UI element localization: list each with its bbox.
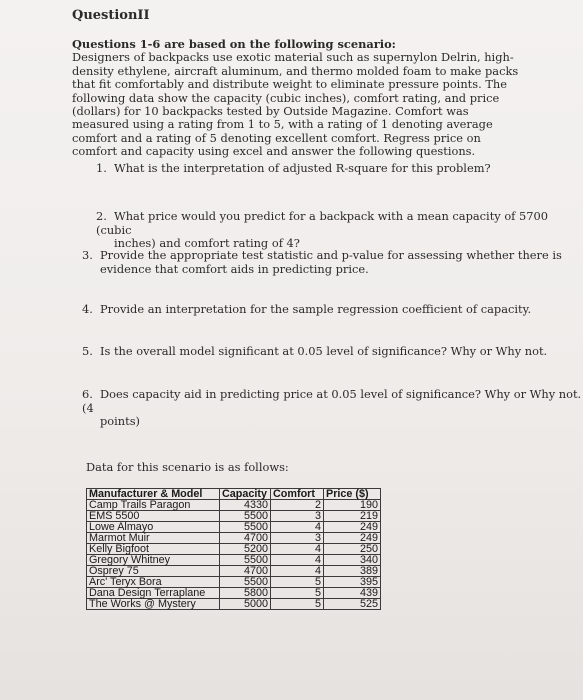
question-2	[96, 210, 583, 251]
cell-comfort: 4	[271, 522, 324, 533]
cell-comfort: 5	[271, 588, 324, 599]
cell-capacity: 5000	[220, 599, 271, 610]
cell-capacity: 5500	[220, 522, 271, 533]
question-6-text: Does capacity aid in predicting price at 0.05 level of significance? Why or Why not. (4	[82, 387, 582, 415]
table-row	[87, 511, 381, 522]
question-6-text-cont: points)	[100, 414, 140, 429]
cell-model: Camp Trails Paragon	[87, 500, 220, 511]
question-2-text: What price would you predict for a backpack with a mean capacity of 5700 (cubic	[96, 209, 549, 237]
cell-price: 395	[324, 577, 381, 588]
question-1	[96, 162, 491, 176]
header-price: Price ($)	[324, 489, 381, 500]
cell-comfort: 3	[271, 533, 324, 544]
question-1-text: What is the interpretation of adjusted R-square for this problem?	[114, 161, 491, 175]
cell-comfort: 4	[271, 566, 324, 577]
cell-capacity: 5500	[220, 555, 271, 566]
question-3	[82, 249, 562, 276]
cell-capacity: 4700	[220, 566, 271, 577]
scenario-body: Designers of backpacks use exotic material such as supernylon Delrin, high-density ethylene, aircraft aluminum, and thermo molded foam to make packs that fit comfortably and distribute weight to eliminate pressure points. The following data show the capacity (cubic inches), comfort rating, and price (dollars) for 10 backpacks tested by Outside Magazine. Comfort was measured using a rating from 1 to 5, with a rating of 1 denoting average comfort and a rating of 5 denoting excellent comfort. Regress price on comfort and capacity using excel and answer the following questions.	[72, 50, 519, 159]
table-row	[87, 522, 381, 533]
table-row	[87, 577, 381, 588]
question-6	[82, 388, 583, 429]
cell-model: Lowe Almayo	[87, 522, 220, 533]
cell-capacity: 5200	[220, 544, 271, 555]
cell-comfort: 5	[271, 599, 324, 610]
cell-price: 340	[324, 555, 381, 566]
cell-price: 250	[324, 544, 381, 555]
table-row	[87, 599, 381, 610]
table-row	[87, 500, 381, 511]
table-row	[87, 588, 381, 599]
cell-model: EMS 5500	[87, 511, 220, 522]
cell-model: Osprey 75	[87, 566, 220, 577]
question-3-text-cont: evidence that comfort aids in predicting price.	[100, 261, 369, 276]
question-4-number: 4.	[82, 302, 93, 316]
cell-price: 219	[324, 511, 381, 522]
cell-price: 389	[324, 566, 381, 577]
question-2-number: 2.	[96, 209, 107, 223]
header-capacity: Capacity	[220, 489, 271, 500]
question-1-number: 1.	[96, 161, 107, 175]
cell-model: Marmot Muir	[87, 533, 220, 544]
cell-comfort: 4	[271, 555, 324, 566]
cell-model: Gregory Whitney	[87, 555, 220, 566]
cell-comfort: 3	[271, 511, 324, 522]
scenario-text	[72, 38, 522, 159]
question-6-number: 6.	[82, 387, 93, 401]
data-label: Data for this scenario is as follows:	[86, 460, 289, 474]
table-row	[87, 555, 381, 566]
cell-capacity: 5800	[220, 588, 271, 599]
backpack-data-table	[86, 488, 381, 610]
cell-model: The Works @ Mystery	[87, 599, 220, 610]
question-2-text-cont: inches) and comfort rating of 4?	[114, 236, 300, 251]
cell-comfort: 4	[271, 544, 324, 555]
table-row	[87, 544, 381, 555]
scenario-lead: Questions 1-6 are based on the following scenario:	[72, 37, 396, 51]
table-row	[87, 533, 381, 544]
cell-model: Arc' Teryx Bora	[87, 577, 220, 588]
question-3-number: 3.	[82, 248, 93, 262]
cell-price: 190	[324, 500, 381, 511]
cell-price: 249	[324, 522, 381, 533]
table-header-row	[87, 489, 381, 500]
cell-capacity: 4330	[220, 500, 271, 511]
cell-comfort: 5	[271, 577, 324, 588]
cell-price: 249	[324, 533, 381, 544]
question-5-text: Is the overall model significant at 0.05 level of significance? Why or Why not.	[100, 344, 548, 358]
header-comfort: Comfort	[271, 489, 324, 500]
question-3-text: Provide the appropriate test statistic and p-value for assessing whether there is	[100, 248, 562, 262]
cell-model: Dana Design Terraplane	[87, 588, 220, 599]
question-4-text: Provide an interpretation for the sample regression coefficient of capacity.	[100, 302, 532, 316]
cell-model: Kelly Bigfoot	[87, 544, 220, 555]
cell-price: 525	[324, 599, 381, 610]
question-heading: QuestionII	[72, 8, 150, 23]
cell-capacity: 4700	[220, 533, 271, 544]
question-5	[82, 345, 547, 359]
question-5-number: 5.	[82, 344, 93, 358]
cell-price: 439	[324, 588, 381, 599]
cell-comfort: 2	[271, 500, 324, 511]
table-row	[87, 566, 381, 577]
header-manufacturer: Manufacturer & Model	[87, 489, 220, 500]
cell-capacity: 5500	[220, 577, 271, 588]
cell-capacity: 5500	[220, 511, 271, 522]
question-4	[82, 303, 531, 317]
